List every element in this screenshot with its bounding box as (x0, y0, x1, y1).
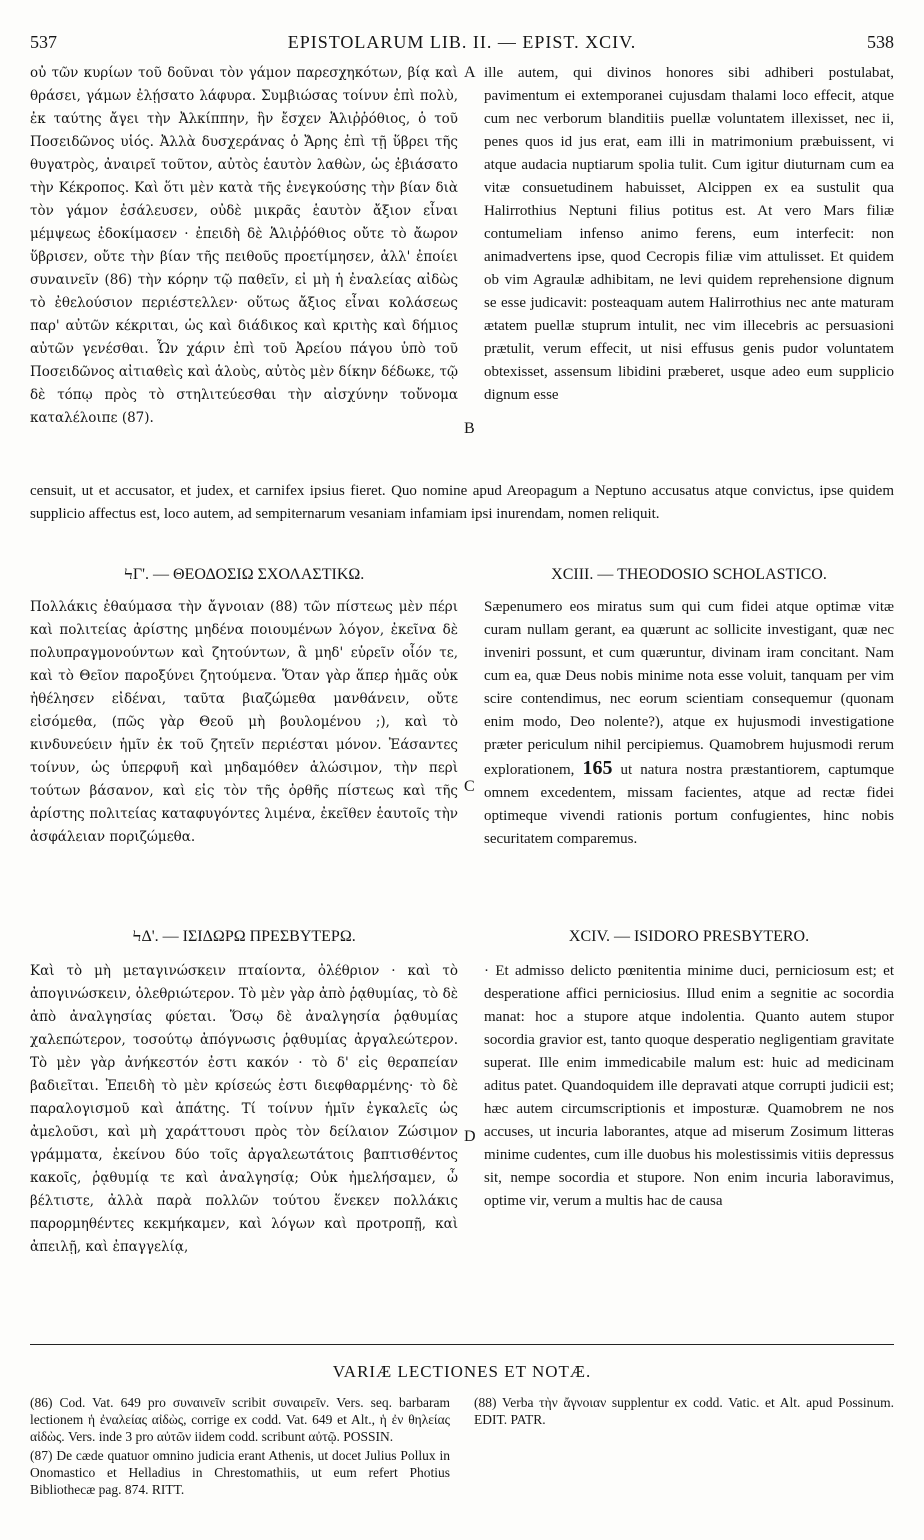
running-header (30, 32, 894, 58)
greek-column-top (30, 62, 458, 430)
page-mark: 165 (582, 757, 613, 779)
letter-94-latin (484, 960, 894, 1213)
letter-94-greek (30, 960, 458, 1259)
greek-text-top: οὐ τῶν κυρίων τοῦ δοῦναι τὸν γάμον παρεσχηκότων, βίᾳ καὶ θράσει, γάμων ἐλῄσατο λάφυρα. Συμβιώσας τοίνυν ἐπὶ πολὺ, ἐκ ταύτης ἄγει τὴν Ἀλκίππην, ἣν ἔσχεν Ἁλιῤῥόθιος, ὁ τοῦ Ποσειδῶνος υἱός. Ἀλλὰ δυσχεράνας ὁ Ἄρης ἐπὶ τῇ ὕβρει τῆς θυγατρὸς, ἀναιρεῖ τοῦτον, αὐτὸς ἑαυτὸν λαθὼν, ὡς ἐβιάσατο τὴν Κέκροπος. Καὶ ὅτι μὲν κατὰ τῆς ἐνεγκούσης τὴν βίαν διὰ τὸν γάμον ἐσάλευσεν, οὐδὲ μικρᾶς ἑαυτὸν ἄξιον εἶναι μέμψεως ἐδοκίμασεν · ἐπειδὴ δὲ Ἁλιῤῥόθιος οὔτε τὸ ἄωρον ὕβρισεν, οὔτε τὴν βίαν τῆς πειθοῦς προετίμησεν, ἀλλ' ἐποίει συναινεῖν (86) τὴν κόρην τῷ παθεῖν, εἰ μὴ ἡ ἐναλείας αἰδὼς τὸ ἐθελούσιον περιέστελλεν· οὕτως ἄξιος εἶναι κολάσεως παρ' αὐτῶν κέκριται, ὡς καὶ διάδικος καὶ κριτὴς καὶ δήμιος αὐτῶν γενέσθαι. Ὧν χάριν ἐπὶ τοῦ Ἀρείου πάγου ὑπὸ τοῦ Ποσειδῶνος αἰτιαθεὶς καὶ ἁλοὺς, αὐτὸς μὲν δίκην δέδωκε, τῷ δὲ τόπῳ πρὸς τὸ στηλιτεύεσθαι τὴν αἰσχύνην τοὔνομα καταλέλοιπε (87). (30, 65, 458, 426)
notes-column-right (474, 1394, 894, 1428)
letter-94-latin-title: XCIV. — ISIDORO PRESBYTERO. (568, 928, 810, 945)
notes-title: VARIÆ LECTIONES ET NOTÆ. (332, 1362, 592, 1381)
margin-letter-d: D (464, 1128, 476, 1145)
margin-letter-a: A (464, 64, 476, 81)
letter-93-latin-title: XCIII. — THEODOSIO SCHOLASTICO. (551, 566, 827, 583)
letter-93-greek (30, 596, 458, 849)
latin-text-top: ille autem, qui divinos honores sibi adhiberi postulabat, pavimentum ei extemporanei cujusdam thalami loco effecit, atque cum nec verborum blanditiis puellæ voluntatem illexisset, nec ii, penes quos id jus erat, eam illi in matrimonium præbuissent, vi atque audacia nuptiarum spolia tulit. Cum igitur diuturnam cum ea vitæ consuetudinem habuisset, Alcippen ex ea sustulit qua Halirrothius Neptuni filius potitus est. At vero Mars filiæ contumeliam infenso animo ferens, eum interfecit: non animadvertens ipse, quod Cecropis filiæ vim attulisset. Et quidem ob vim Agraulæ adhibitam, ne levi quidem reprehensione dignum se esse judicavit: posteaquam autem Halirrothius nec ante maturam ætatem puellæ stuprum intulit, nec vim illecebris ac persuasioni prætulit, verum effecit, ut nisi effusus genis pudor voluntatem obtexisset, assensum libidini præberet, usque adeo eum supplicio dignum esse (484, 65, 894, 403)
letter-94-greek-text: Καὶ τὸ μὴ μεταγινώσκειν πταίοντα, ὀλέθριον · καὶ τὸ ἀπογινώσκειν, ὀλεθριώτερον. Τὸ μὲν γὰρ ἀπὸ ῥᾳθυμίας, τὸ δὲ ἀπὸ ἀναλγησίας φύεται. Ὅσῳ δὲ ἀναλγησία ῥᾳθυμίας χαλεπώτερον, τοσούτῳ ἀπόγνωσις ῥᾳθυμίας ἀργαλεώτερον. Τὸ μὲν γὰρ ἀνήκεστόν ἐστι κακόν · τὸ δ' εἰς θεραπείαν βαδιεῖται. Ἐπειδὴ τὸ μὲν κρίσεώς ἐστι διεφθαρμένης· τὸ δὲ παραλογισμοῦ καὶ ἀπάτης. Τί τοίνυν ἡμῖν ἐγκαλεῖς ὡς ἀμελοῦσι, καὶ μὴ χαράττουσι πρὸς τὸν δείλαιον Ζώσιμον γράμματα, ἐκείνου δύο τοῖς ἀργαλεωτάτοις βαπτισθέντος κακοῖς, ῥᾳθυμίᾳ τε καὶ ἀναλγησίᾳ; Οὐκ ἠμελήσαμεν, ὦ βέλτιστε, ἀλλὰ παρὰ πολλῶν τούτου ἕνεκεν πολλάκις παρορμηθέντες κεκμήκαμεν, καὶ λόγων καὶ προτροπῇ, καὶ ἀπειλῇ, καὶ ἐπαγγελίᾳ, (30, 963, 458, 1255)
latin-wide-text (30, 480, 894, 526)
letter-93-latin (484, 596, 894, 851)
letter-94-greek-title: ϞΔ'. — ΙΣΙΔΩΡΩ ΠΡΕΣΒΥΤΕΡΩ. (132, 928, 356, 945)
running-title: EPISTOLARUM LIB. II. — EPIST. XCIV. (287, 32, 637, 52)
notes-column-left (30, 1394, 450, 1498)
latin-column-top (484, 62, 894, 407)
note-88: (88) Verba τὴν ἄγνοιαν supplentur ex codd. Vatic. et Alt. apud Possinum. EDIT. PATR. (474, 1395, 894, 1427)
letter-93-latin-text (484, 596, 894, 851)
margin-letter-c: C (464, 778, 475, 795)
note-86: (86) Cod. Vat. 649 pro συναινεῖν scribit συναιρεῖν. Vers. seq. barbaram lectionem ἡ ἐναλείας αἰδὼς, corrige ex codd. Vat. 649 et Alt., ἡ ἐν θηλείας αἰδὼς. Vers. inde 3 pro αὐτῶν iidem codd. scribunt αὐτῷ. POSSIN. (30, 1395, 450, 1444)
letter-93-latin-part-b: ut natura nostra præstantiorem, captumque omnem excedentem, missam facientes, atque ad rectæ fidei optimeque vivendi rationis portum confugientes, hinc nobis securitatem comparemus. (484, 762, 895, 847)
letter-93-latin-part-a: Sæpenumero eos miratus sum qui cum fidei atque optimæ vitæ curam nullam gerant, ea quærunt ac sollicite investigant, quæ nec inveniri possunt, et cum quæruntur, divinam iram concitant. Nam cum ea, quæ Deus nobis minime nota esse voluit, tanquam per vim scire contendimus, nec eorum scientiam consequemur (quonam enim modo, Deo nolente?), atque ex hujusmodi investigatione præter periculum nihil percipiemus. Quamobrem hujusmodi rerum explorationem, (484, 599, 894, 778)
notes-divider (30, 1344, 894, 1345)
letter-93-greek-title: ϞΓ'. — ΘΕΟΔΟΣΙΩ ΣΧΟΛΑΣΤΙΚΩ. (123, 566, 365, 583)
latin-wide-paragraph: censuit, ut et accusator, et judex, et carnifex ipsius fieret. Quo nomine apud Areopagum a Neptuno accusatus atque convictus, ipse quidem supplicio affectus est, loco autem, ad sempiternarum vesaniam infamiam ipsi inurendam, nomen reliquit. (30, 483, 894, 522)
page-number-left: 537 (30, 32, 57, 52)
letter-94-latin-text: · Et admisso delicto pœnitentia minime duci, perniciosum est; et desperatione affici perniciosius. Illud enim a segnitie ac socordia manat: hoc a stupore atque indolentia. Quanto autem stupor socordia gravior est, tanto quoque desperatio negligentiam gravitate superat. Ille enim immedicabile malum est: huic ad medicinam aditus patet. Quandoquidem ille depravati atque corrupti judicii est; hæc autem circumscriptionis et imposturæ. Quamobrem ne nos accuses, ut incuria laborantes, atque ad miserum Zosimum litteras minime cudentes, cum ille duobus his molestissimis vitiis depressus sit, nempe socordia et stupore. Non enim incuria laboravimus, optime vir, verum a multis hac de causa (484, 963, 894, 1209)
letter-93-greek-text: Πολλάκις ἐθαύμασα τὴν ἄγνοιαν (88) τῶν πίστεως μὲν πέρι καὶ πολιτείας ἀρίστης μηδένα ποιουμένων λόγον, ἐκεῖνα δὲ πολυπραγμονούντων καὶ ζητούντων, ἃ μηδ' εὑρεῖν οἷόν τε, καὶ τὸ Θεῖον παροξύνει ζητούμενα. Ὅταν γὰρ ἅπερ ἡμᾶς οὐκ ἠθέλησεν εἰδέναι, ταῦτα βιαζώμεθα μανθάνειν, οὔτε εἰσόμεθα, (πῶς γὰρ Θεοῦ μὴ βουλομένου ;), καὶ τὸ κινδυνεύειν ἡμῖν ἐκ τοῦ ζητεῖν περιέσται μόνον. Ἐάσαντες τοίνυν, ὡς ὑπερφυῆ καὶ μηδαμόθεν ἁλώσιμον, τὴν περὶ τούτων βάσανον, καὶ εἰς τὸν τῆς ὀρθῆς πίστεως καὶ τῆς ἀρίστης πολιτείας καταφυγόντες λιμένα, ἐκεῖθεν ἑαυτοῖς τὴν ἀσφάλειαν ποριζώμεθα. (30, 599, 458, 845)
margin-letter-b: B (464, 420, 475, 437)
page-number-right: 538 (867, 32, 894, 52)
note-87: (87) De cæde quatuor omnino judicia erant Athenis, ut docet Julius Pollux in Onomastico et Helladius in Chrestomathiis, ut eum refert Photius Bibliothecæ pag. 874. RITT. (30, 1448, 450, 1497)
